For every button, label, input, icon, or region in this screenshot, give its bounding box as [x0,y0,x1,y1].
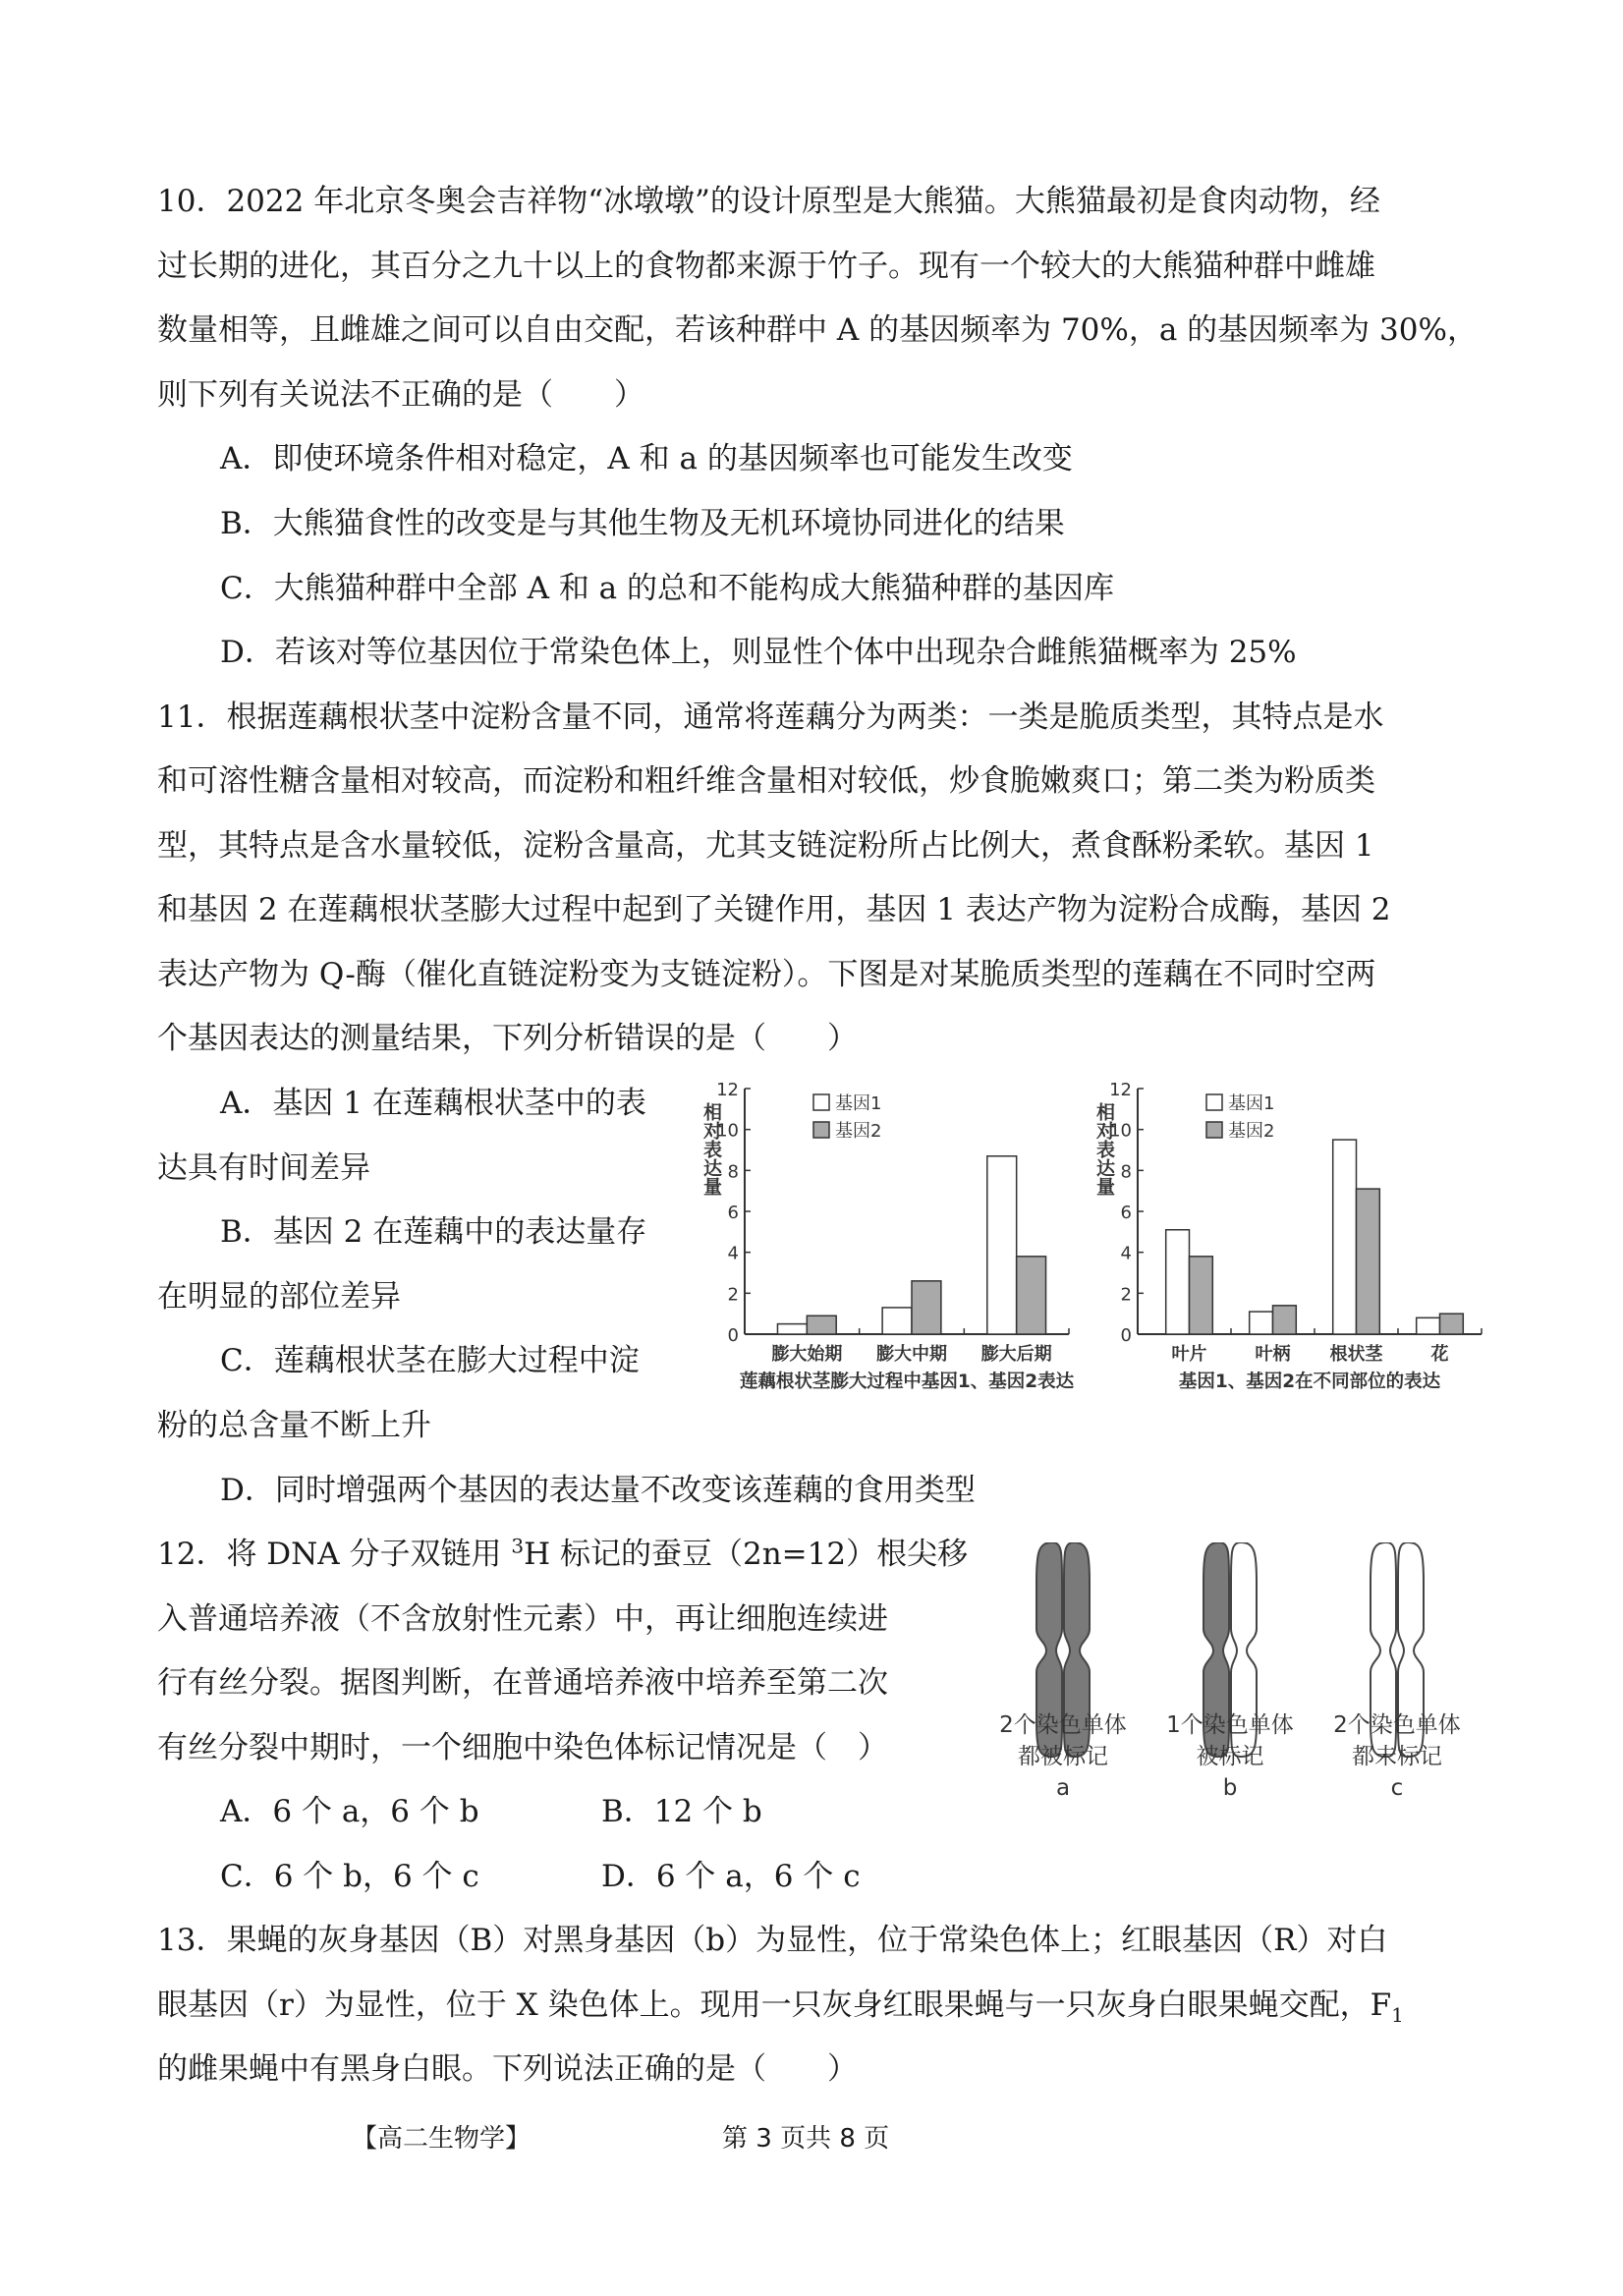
q12-line-1 [157,1522,968,1587]
y-tick-label: 2 [727,1284,739,1306]
x-tick-label: 叶柄 [1255,1344,1291,1365]
q11-option-d: D．同时增强两个基因的表达量不改变该莲藕的食用类型 [220,1473,976,1508]
bar-gene2 [1190,1257,1213,1334]
bar-gene1 [1333,1140,1357,1334]
q12-line-1-before: 12．将 DNA 分子双链用 [157,1537,512,1572]
q11-line-6: 个基因表达的测量结果，下列分析错误的是（ ） [157,1021,858,1056]
legend-swatch [813,1122,829,1138]
q13-line-2 [157,1973,1404,2038]
q11-option-a-line-1: A．基因 1 在莲藕根状茎中的表 [220,1086,646,1121]
q11-line-2: 和可溶性糖含量相对较高，而淀粉和粗纤维含量相对较低，炒食脆嫩爽口；第二类为粉质类 [157,763,1375,799]
y-tick-label: 6 [727,1203,739,1223]
y-tick-label: 10 [1109,1120,1132,1142]
q11-line-5: 表达产物为 Q-酶（催化直链淀粉变为支链淀粉）。下图是对某脆质类型的莲藕在不同时空两 [157,957,1376,992]
x-tick-label: 叶片 [1171,1344,1207,1365]
y-tick-label: 0 [727,1325,739,1346]
q12-option-b: B．12 个 b [601,1794,762,1829]
legend-label: 基因2 [835,1121,882,1142]
q13-line-3: 的雌果蝇中有黑身白眼。下列说法正确的是（ ） [157,2051,858,2087]
x-tick-label: 膨大中期 [876,1344,947,1365]
q11-option-c-line-1: C．莲藕根状茎在膨大过程中淀 [220,1343,640,1378]
footer-page-number: 第 3 页共 8 页 [722,2124,890,2154]
y-tick-label: 8 [1120,1161,1132,1183]
legend-label: 基因2 [1228,1121,1275,1142]
bar-gene1 [777,1324,807,1334]
q11-option-a-line-2: 达具有时间差异 [157,1150,370,1186]
legend-swatch [1206,1094,1222,1110]
bar-gene1 [882,1308,912,1334]
chart-growth-stages [688,1069,1081,1397]
bar-gene1 [1417,1317,1440,1334]
chromosome-b-label-1: 1个染色单体 [1166,1712,1294,1738]
y-tick-label: 2 [1120,1284,1132,1306]
q11-option-b-line-1: B．基因 2 在莲藕中的表达量存 [220,1214,647,1250]
q11-line-4: 和基因 2 在莲藕根状茎膨大过程中起到了关键作用，基因 1 表达产物为淀粉合成酶，基因 2 [157,892,1391,927]
x-tick-label: 膨大后期 [980,1344,1052,1365]
q10-line-3: 数量相等，且雌雄之间可以自由交配，若该种群中 A 的基因频率为 70%，a 的基因频率为 30%， [157,312,1478,348]
q12-superscript: 3 [511,1534,525,1558]
y-tick-label: 0 [1120,1325,1132,1346]
legend-label: 基因1 [835,1093,882,1114]
bar-gene2 [1440,1314,1464,1334]
x-tick-label: 膨大始期 [771,1344,843,1365]
footer-subject: 【高二生物学】 [352,2124,532,2154]
x-tick-label: 花 [1430,1344,1449,1365]
chart-title: 莲藕根状茎膨大过程中基因1、基因2表达 [739,1372,1075,1392]
y-axis-label: 相对表达量 [700,1102,722,1196]
q13-line-1: 13．果蝇的灰身基因（B）对黑身基因（b）为显性，位于常染色体上；红眼基因（R）对白 [157,1923,1388,1958]
bar-gene1 [1250,1312,1273,1334]
bar-gene2 [1357,1189,1380,1334]
y-axis-label: 相对表达量 [1093,1102,1115,1196]
legend-label: 基因1 [1228,1093,1275,1114]
y-tick-label: 10 [716,1120,739,1142]
q11-option-b-line-2: 在明显的部位差异 [157,1279,401,1315]
chromosome-c-letter: c [1390,1775,1404,1801]
x-tick-label: 根状茎 [1329,1344,1383,1365]
q12-line-2: 入普通培养液（不含放射性元素）中，再让细胞连续进 [157,1601,888,1637]
bar-gene1 [987,1156,1017,1334]
q10-option-d: D．若该对等位基因位于常染色体上，则显性个体中出现杂合雌熊猫概率为 25% [220,635,1297,670]
q12-line-4: 有丝分裂中期时，一个细胞中染色体标记情况是（ ） [157,1730,888,1765]
chromosome-c-label-1: 2个染色单体 [1333,1712,1461,1738]
chromosome-a-label-1: 2个染色单体 [999,1712,1127,1738]
y-tick-label: 8 [727,1161,739,1183]
y-tick-label: 12 [1109,1080,1132,1100]
q13-subscript: 1 [1391,2003,1404,2028]
y-tick-label: 4 [1120,1243,1132,1264]
chromosome-a-letter: a [1055,1775,1071,1801]
chromosome-a-label-2: 都被标记 [1018,1744,1108,1769]
y-tick-label: 4 [727,1243,739,1264]
chart-plant-parts-svg [1081,1069,1493,1393]
bar-gene2 [1273,1306,1297,1334]
legend-swatch [813,1094,829,1110]
bar-gene1 [1166,1230,1190,1334]
q10-option-b: B．大熊猫食性的改变是与其他生物及无机环境协同进化的结果 [220,506,1065,541]
q11-line-1: 11．根据莲藕根状茎中淀粉含量不同，通常将莲藕分为两类：一类是脆质类型，其特点是水 [157,700,1384,735]
chromosome-labels [973,1709,1493,1827]
chart-plant-parts [1081,1069,1493,1397]
chromosome-b-letter: b [1222,1775,1238,1801]
q13-line-2-text: 眼基因（r）为显性，位于 X 染色体上。现用一只灰身红眼果蝇与一只灰身白眼果蝇交配，F [157,1988,1392,2023]
bar-gene2 [807,1316,836,1334]
y-tick-label: 6 [1120,1203,1132,1223]
q12-line-1-after: H 标记的蚕豆（2n=12）根尖移 [524,1537,969,1572]
chromosome-b-label-2: 被标记 [1196,1744,1264,1769]
bar-gene2 [912,1281,941,1334]
q10-line-4: 则下列有关说法不正确的是（ ） [157,377,644,413]
chart-growth-stages-svg [688,1069,1081,1393]
q12-option-d: D．6 个 a，6 个 c [601,1859,861,1894]
q10-line-2: 过长期的进化，其百分之九十以上的食物都来源于竹子。现有一个较大的大熊猫种群中雌雄 [157,249,1375,284]
q12-option-c: C．6 个 b，6 个 c [220,1859,479,1894]
chromosome-c-label-2: 都未标记 [1352,1744,1442,1769]
q12-option-a: A．6 个 a，6 个 b [220,1794,479,1829]
q11-option-c-line-2: 粉的总含量不断上升 [157,1408,431,1443]
q12-line-3: 行有丝分裂。据图判断，在普通培养液中培养至第二次 [157,1665,888,1701]
y-tick-label: 12 [716,1080,739,1100]
q10-line-1: 10．2022 年北京冬奥会吉祥物“冰墩墩”的设计原型是大熊猫。大熊猫最初是食肉动物，经 [157,184,1380,219]
q10-option-a: A．即使环境条件相对稳定，A 和 a 的基因频率也可能发生改变 [220,441,1073,476]
chart-title: 基因1、基因2在不同部位的表达 [1178,1372,1441,1392]
bar-gene2 [1017,1257,1046,1334]
q11-line-3: 型，其特点是含水量较低，淀粉含量高，尤其支链淀粉所占比例大，煮食酥粉柔软。基因 1 [157,828,1374,864]
legend-swatch [1206,1122,1222,1138]
q10-option-c: C．大熊猫种群中全部 A 和 a 的总和不能构成大熊猫种群的基因库 [220,571,1115,606]
